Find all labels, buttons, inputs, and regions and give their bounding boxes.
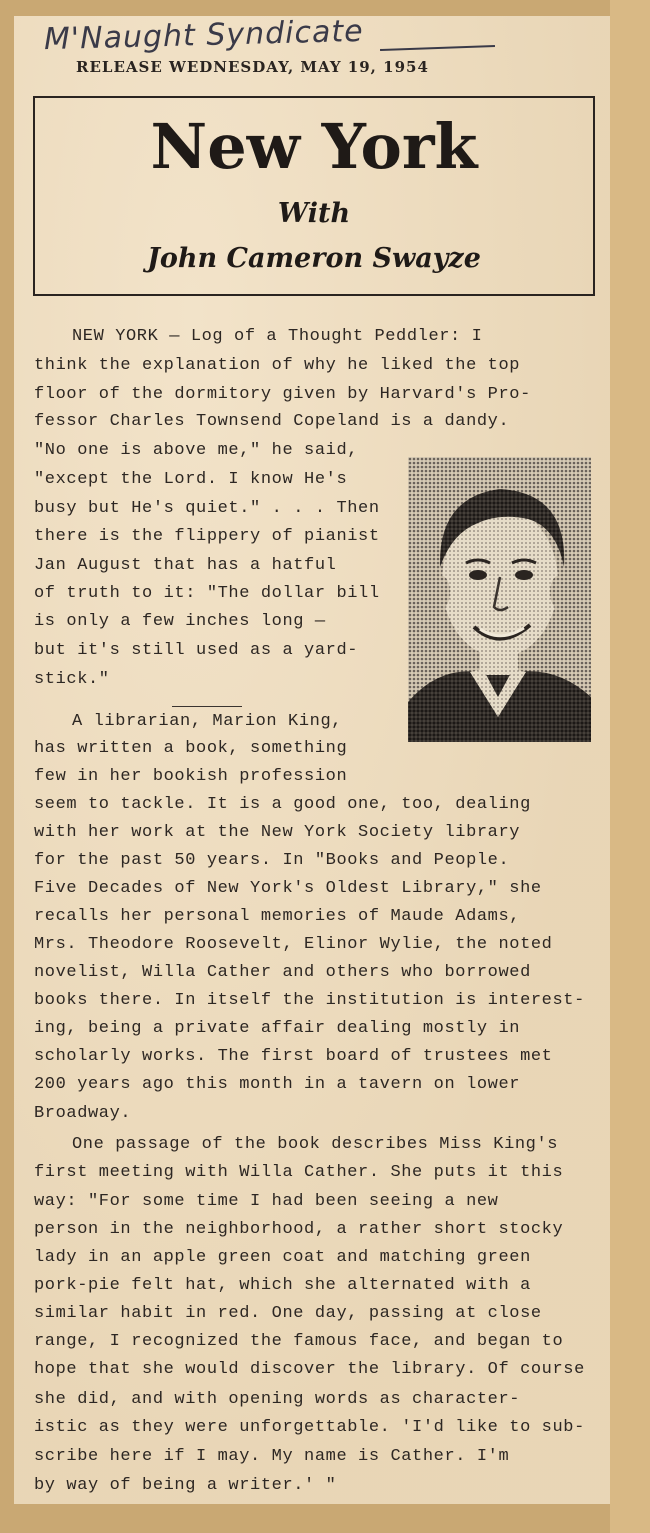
article-line: similar habit in red. One day, passing at close [34, 1304, 542, 1323]
article-line: "No one is above me," he said, [34, 441, 359, 460]
article-line: stick." [34, 670, 110, 689]
article-line: 200 years ago this month in a tavern on lower [34, 1075, 521, 1094]
article-line: recalls her personal memories of Maude Adams, [34, 907, 521, 926]
article-line: scribe here if I may. My name is Cather. I'm [34, 1447, 510, 1466]
article-line: fessor Charles Townsend Copeland is a dandy. [34, 412, 510, 431]
column-title: New York [150, 110, 478, 183]
article-line: but it's still used as a yard- [34, 641, 359, 660]
article-line: busy but He's quiet." . . . Then [34, 499, 380, 518]
article-line: for the past 50 years. In "Books and People. [34, 851, 510, 870]
article-line: first meeting with Willa Cather. She puts it this [34, 1163, 564, 1182]
article-line: floor of the dormitory given by Harvard's Pro- [34, 385, 531, 404]
article-line: few in her bookish profession [34, 767, 348, 786]
column-author: John Cameron Swayze [147, 243, 481, 274]
article-line: NEW YORK — Log of a Thought Peddler: I [72, 327, 483, 346]
column-byline-with: With [277, 198, 351, 229]
article-line: is only a few inches long — [34, 612, 326, 631]
article-line: "except the Lord. I know He's [34, 470, 348, 489]
article-line: think the explanation of why he liked the top [34, 356, 521, 375]
article-line: ing, being a private affair dealing mostly in [34, 1019, 521, 1038]
release-date: RELEASE WEDNESDAY, MAY 19, 1954 [76, 58, 429, 76]
article-line: books there. In itself the institution is interest- [34, 991, 585, 1010]
article-line: Broadway. [34, 1104, 132, 1123]
article-line: scholarly works. The first board of trustees met [34, 1047, 553, 1066]
handwritten-note: M'Naught Syndicate [43, 13, 365, 58]
article-line: istic as they were unforgettable. 'I'd like to sub- [34, 1418, 585, 1437]
article-line: A librarian, Marion King, [72, 712, 343, 731]
article-line: she did, and with opening words as character- [34, 1390, 521, 1409]
article-line: One passage of the book describes Miss King's [72, 1135, 559, 1154]
article-line: has written a book, something [34, 739, 348, 758]
article-line: Mrs. Theodore Roosevelt, Elinor Wylie, the noted [34, 935, 553, 954]
scrapbook-edge [610, 0, 650, 1533]
article-line: lady in an apple green coat and matching green [34, 1248, 531, 1267]
article-line: of truth to it: "The dollar bill [34, 584, 380, 603]
article-line: novelist, Willa Cather and others who borrowed [34, 963, 531, 982]
article-line: there is the flippery of pianist [34, 527, 380, 546]
article-line: pork-pie felt hat, which she alternated with a [34, 1276, 531, 1295]
article-line: hope that she would discover the library. Of course [34, 1360, 585, 1379]
article-line: Jan August that has a hatful [34, 556, 337, 575]
article-line: Five Decades of New York's Oldest Library," she [34, 879, 542, 898]
article-line: seem to tackle. It is a good one, too, dealing [34, 795, 531, 814]
article-line: person in the neighborhood, a rather short stocky [34, 1220, 564, 1239]
article-line: by way of being a writer.' " [34, 1476, 337, 1495]
masthead-box [33, 96, 595, 296]
article-line: way: "For some time I had been seeing a new [34, 1192, 499, 1211]
section-divider [172, 706, 242, 707]
author-portrait-photo [408, 457, 591, 742]
portrait-illustration [408, 457, 591, 742]
article-line: with her work at the New York Society library [34, 823, 521, 842]
article-line: range, I recognized the famous face, and began to [34, 1332, 564, 1351]
